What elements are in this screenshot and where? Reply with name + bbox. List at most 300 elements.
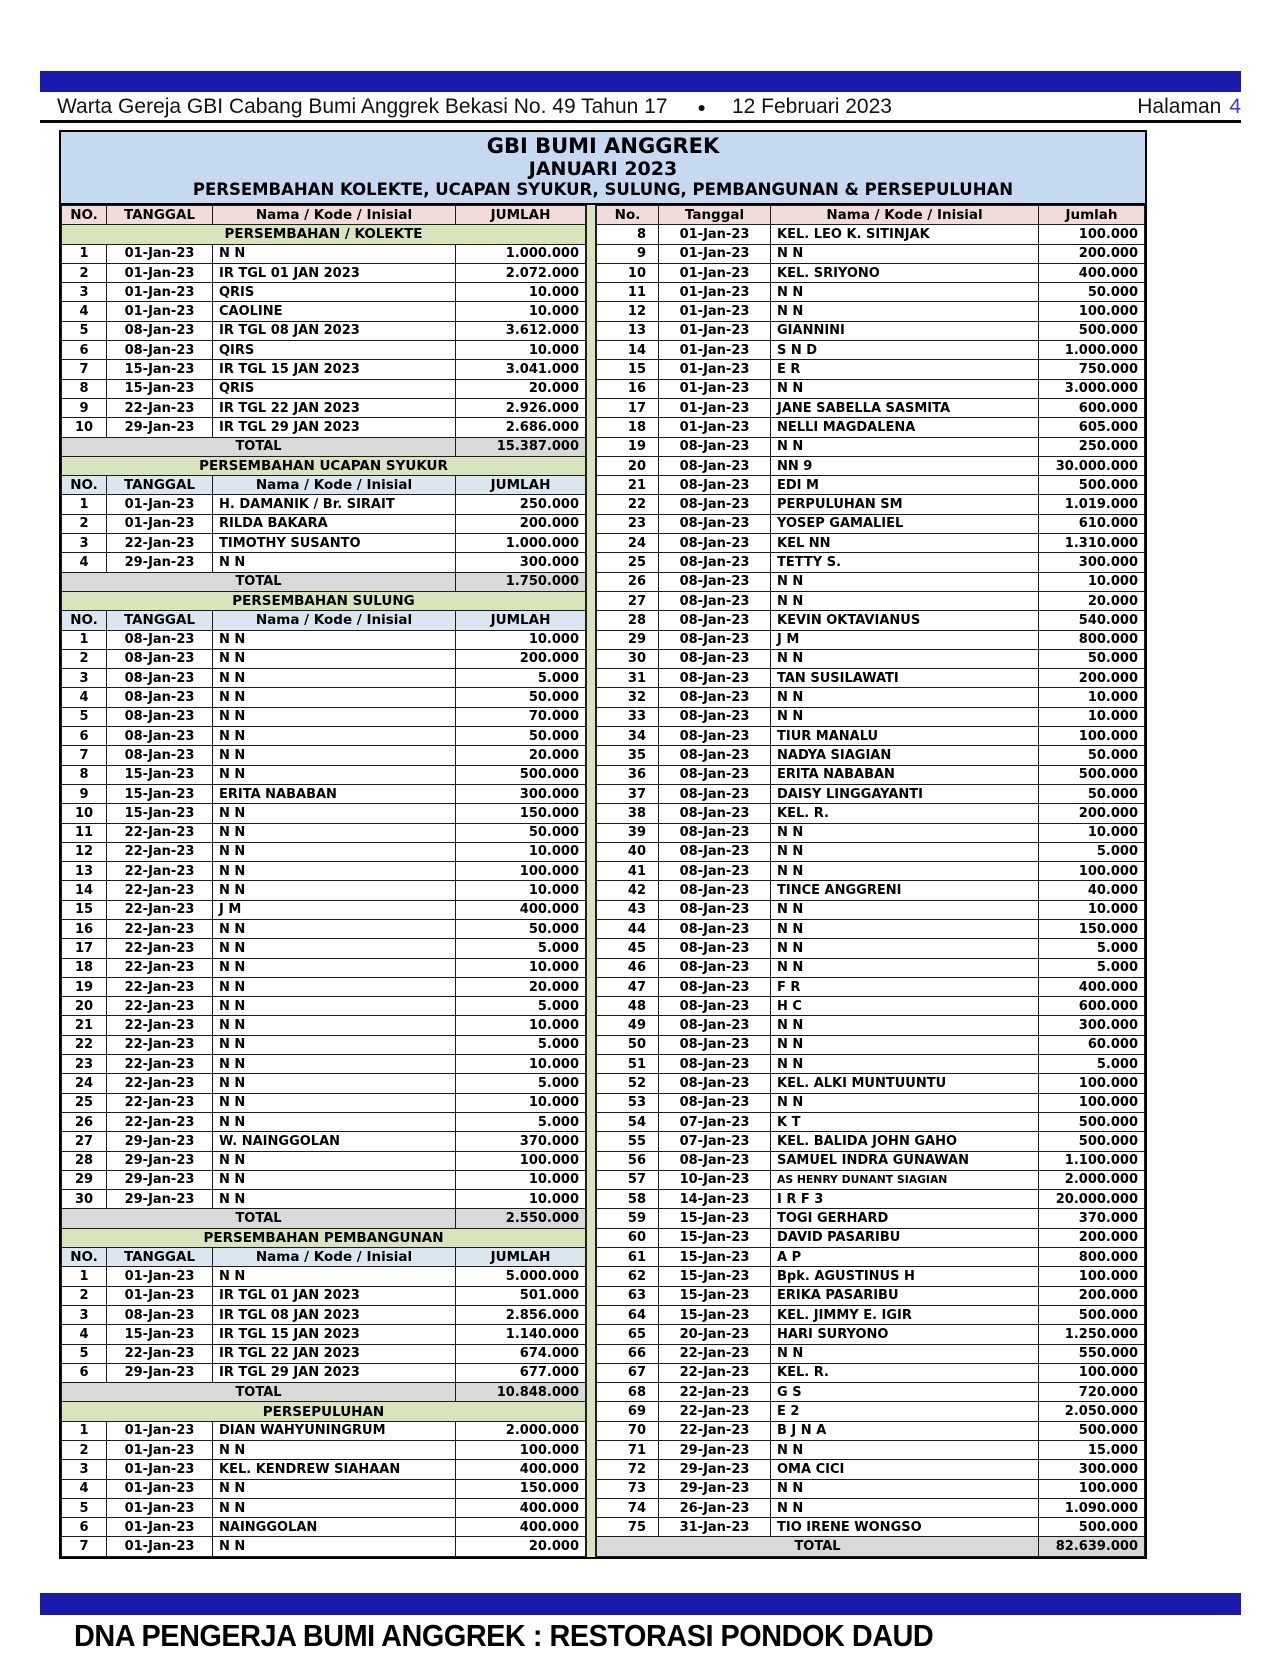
row-name: HARI SURYONO <box>771 1325 1039 1344</box>
section-header-row <box>62 1228 586 1247</box>
bulletin-title: Warta Gereja GBI Cabang Bumi Anggrek Bekasi No. 49 Tahun 17 <box>57 95 668 118</box>
row-name: N N <box>213 1151 456 1170</box>
row-date: 15-Jan-23 <box>107 360 213 379</box>
section-header-row <box>62 225 586 244</box>
row-date: 01-Jan-23 <box>107 1498 213 1517</box>
table-row <box>597 997 1145 1016</box>
row-no: 9 <box>597 244 659 263</box>
row-name: H C <box>771 997 1039 1016</box>
row-name: KEL. JIMMY E. IGIR <box>771 1305 1039 1324</box>
row-name: N N <box>213 1035 456 1054</box>
row-date: 22-Jan-23 <box>107 900 213 919</box>
row-name: KEL. ALKI MUNTUUNTU <box>771 1074 1039 1093</box>
row-amount: 2.856.000 <box>456 1305 586 1324</box>
row-date: 01-Jan-23 <box>659 398 771 417</box>
row-date: 29-Jan-23 <box>659 1460 771 1479</box>
row-amount: 20.000 <box>456 1537 586 1556</box>
row-name: J M <box>213 900 456 919</box>
row-name: N N <box>771 688 1039 707</box>
row-name: RILDA BAKARA <box>213 514 456 533</box>
row-no: 2 <box>62 1441 107 1460</box>
table-row <box>597 823 1145 842</box>
row-date: 01-Jan-23 <box>107 1479 213 1498</box>
row-no: 27 <box>597 591 659 610</box>
table-row <box>62 495 586 514</box>
row-amount: 200.000 <box>1039 1228 1145 1247</box>
row-no: 20 <box>597 456 659 475</box>
row-no: 14 <box>597 341 659 360</box>
row-amount: 5.000 <box>456 1074 586 1093</box>
row-no: 54 <box>597 1112 659 1131</box>
row-amount: 800.000 <box>1039 630 1145 649</box>
row-amount: 15.000 <box>1039 1441 1145 1460</box>
row-no: 59 <box>597 1209 659 1228</box>
row-no: 6 <box>62 1518 107 1537</box>
row-no: 1 <box>62 244 107 263</box>
row-date: 08-Jan-23 <box>659 919 771 938</box>
row-name: J M <box>771 630 1039 649</box>
row-no: 74 <box>597 1498 659 1517</box>
column-header: No. <box>597 206 659 225</box>
table-row <box>597 1498 1145 1517</box>
row-date: 08-Jan-23 <box>659 1055 771 1074</box>
row-no: 67 <box>597 1363 659 1382</box>
row-amount: 400.000 <box>456 1498 586 1517</box>
row-no: 49 <box>597 1016 659 1035</box>
left-offering-table <box>61 205 586 1557</box>
row-date: 08-Jan-23 <box>659 514 771 533</box>
row-name: DIAN WAHYUNINGRUM <box>213 1421 456 1440</box>
row-name: E R <box>771 360 1039 379</box>
row-no: 53 <box>597 1093 659 1112</box>
row-date: 22-Jan-23 <box>107 398 213 417</box>
row-no: 75 <box>597 1518 659 1537</box>
row-amount: 2.072.000 <box>456 263 586 282</box>
row-amount: 2.686.000 <box>456 418 586 437</box>
table-row <box>597 862 1145 881</box>
row-amount: 370.000 <box>1039 1209 1145 1228</box>
row-date: 08-Jan-23 <box>659 997 771 1016</box>
table-row <box>62 1190 586 1209</box>
row-amount: 550.000 <box>1039 1344 1145 1363</box>
row-amount: 10.000 <box>1039 900 1145 919</box>
table-row <box>62 784 586 803</box>
table-row <box>62 688 586 707</box>
row-amount: 50.000 <box>456 688 586 707</box>
row-date: 29-Jan-23 <box>659 1441 771 1460</box>
row-name: N N <box>771 862 1039 881</box>
table-row <box>597 1170 1145 1189</box>
row-name: EDI M <box>771 476 1039 495</box>
table-row <box>597 1460 1145 1479</box>
row-date: 22-Jan-23 <box>107 862 213 881</box>
row-amount: 370.000 <box>456 1132 586 1151</box>
row-no: 23 <box>597 514 659 533</box>
row-date: 01-Jan-23 <box>107 244 213 263</box>
table-row <box>597 495 1145 514</box>
table-row <box>597 804 1145 823</box>
table-row <box>62 862 586 881</box>
row-date: 07-Jan-23 <box>659 1132 771 1151</box>
row-date: 01-Jan-23 <box>107 263 213 282</box>
row-name: N N <box>771 919 1039 938</box>
row-date: 22-Jan-23 <box>107 919 213 938</box>
row-name: IR TGL 01 JAN 2023 <box>213 263 456 282</box>
row-no: 46 <box>597 958 659 977</box>
row-no: 40 <box>597 842 659 861</box>
row-no: 11 <box>597 283 659 302</box>
row-name: KEL. SRIYONO <box>771 263 1039 282</box>
table-row <box>597 1441 1145 1460</box>
row-amount: 10.000 <box>456 283 586 302</box>
row-no: 21 <box>597 476 659 495</box>
row-no: 12 <box>62 842 107 861</box>
table-row <box>62 1074 586 1093</box>
row-amount: 10.000 <box>456 630 586 649</box>
row-name: K T <box>771 1112 1039 1131</box>
row-name: N N <box>213 1441 456 1460</box>
table-row <box>597 1248 1145 1267</box>
row-date: 26-Jan-23 <box>659 1498 771 1517</box>
row-date: 07-Jan-23 <box>659 1112 771 1131</box>
top-accent-bar <box>40 71 1241 92</box>
column-header: TANGGAL <box>107 1248 213 1267</box>
row-name: E 2 <box>771 1402 1039 1421</box>
row-no: 29 <box>597 630 659 649</box>
row-amount: 500.000 <box>456 765 586 784</box>
row-no: 1 <box>62 630 107 649</box>
table-row <box>62 630 586 649</box>
table-row <box>597 1267 1145 1286</box>
row-amount: 10.000 <box>1039 707 1145 726</box>
row-amount: 2.000.000 <box>456 1421 586 1440</box>
row-name: B J N A <box>771 1421 1039 1440</box>
table-row <box>597 225 1145 244</box>
row-amount: 250.000 <box>456 495 586 514</box>
row-date: 08-Jan-23 <box>107 727 213 746</box>
table-row <box>597 1112 1145 1131</box>
row-date: 08-Jan-23 <box>659 495 771 514</box>
row-no: 4 <box>62 1479 107 1498</box>
row-date: 01-Jan-23 <box>659 418 771 437</box>
row-no: 24 <box>597 534 659 553</box>
row-name: N N <box>213 553 456 572</box>
row-amount: 677.000 <box>456 1363 586 1382</box>
table-row <box>62 1151 586 1170</box>
row-name: PERPULUHAN SM <box>771 495 1039 514</box>
table-row <box>62 1016 586 1035</box>
row-name: N N <box>213 1112 456 1131</box>
table-row <box>597 1151 1145 1170</box>
table-row <box>597 418 1145 437</box>
row-date: 22-Jan-23 <box>107 881 213 900</box>
row-amount: 1.140.000 <box>456 1325 586 1344</box>
table-row <box>597 534 1145 553</box>
row-no: 22 <box>62 1035 107 1054</box>
row-no: 50 <box>597 1035 659 1054</box>
row-amount: 400.000 <box>456 1460 586 1479</box>
row-date: 29-Jan-23 <box>107 1363 213 1382</box>
row-name: N N <box>213 977 456 996</box>
row-date: 15-Jan-23 <box>107 804 213 823</box>
header-rule <box>40 120 1241 123</box>
row-name: N N <box>213 1498 456 1517</box>
row-no: 26 <box>597 572 659 591</box>
row-date: 15-Jan-23 <box>659 1248 771 1267</box>
row-amount: 10.000 <box>1039 688 1145 707</box>
table-row <box>62 1305 586 1324</box>
row-no: 4 <box>62 302 107 321</box>
table-row <box>62 919 586 938</box>
row-name: N N <box>213 1170 456 1189</box>
row-date: 22-Jan-23 <box>659 1363 771 1382</box>
row-amount: 5.000 <box>1039 842 1145 861</box>
table-row <box>597 977 1145 996</box>
table-row <box>597 1383 1145 1402</box>
row-date: 01-Jan-23 <box>659 341 771 360</box>
column-header-row <box>597 206 1145 225</box>
total-row <box>62 437 586 456</box>
row-date: 08-Jan-23 <box>659 881 771 900</box>
row-name: NELLI MAGDALENA <box>771 418 1039 437</box>
row-amount: 10.000 <box>1039 823 1145 842</box>
row-date: 08-Jan-23 <box>659 1035 771 1054</box>
row-no: 8 <box>62 379 107 398</box>
row-amount: 400.000 <box>1039 977 1145 996</box>
row-date: 08-Jan-23 <box>659 437 771 456</box>
row-no: 17 <box>597 398 659 417</box>
row-name: N N <box>771 842 1039 861</box>
row-name: GIANNINI <box>771 321 1039 340</box>
row-date: 08-Jan-23 <box>659 823 771 842</box>
row-amount: 1.090.000 <box>1039 1498 1145 1517</box>
row-amount: 2.926.000 <box>456 398 586 417</box>
row-amount: 150.000 <box>1039 919 1145 938</box>
issue-date: 12 Februari 2023 <box>731 95 892 118</box>
row-no: 2 <box>62 263 107 282</box>
row-amount: 100.000 <box>456 862 586 881</box>
row-date: 29-Jan-23 <box>107 1190 213 1209</box>
row-date: 08-Jan-23 <box>659 553 771 572</box>
column-header: TANGGAL <box>107 611 213 630</box>
row-name: IR TGL 15 JAN 2023 <box>213 360 456 379</box>
row-amount: 30.000.000 <box>1039 456 1145 475</box>
row-date: 08-Jan-23 <box>659 746 771 765</box>
table-row <box>597 283 1145 302</box>
row-date: 08-Jan-23 <box>107 707 213 726</box>
page-number: 4 <box>1229 95 1241 118</box>
row-amount: 10.000 <box>456 1055 586 1074</box>
column-header: Nama / Kode / Inisial <box>771 206 1039 225</box>
row-date: 08-Jan-23 <box>659 456 771 475</box>
row-amount: 20.000 <box>456 977 586 996</box>
table-row <box>62 1325 586 1344</box>
row-no: 3 <box>62 1305 107 1324</box>
row-no: 13 <box>597 321 659 340</box>
table-row <box>62 765 586 784</box>
row-name: N N <box>213 997 456 1016</box>
table-row <box>597 263 1145 282</box>
row-amount: 674.000 <box>456 1344 586 1363</box>
section-title: PERSEMBAHAN PEMBANGUNAN <box>62 1228 586 1247</box>
table-row <box>62 804 586 823</box>
row-no: 1 <box>62 495 107 514</box>
row-amount: 5.000 <box>1039 939 1145 958</box>
row-date: 22-Jan-23 <box>107 1344 213 1363</box>
row-name: N N <box>213 727 456 746</box>
row-date: 22-Jan-23 <box>107 534 213 553</box>
row-amount: 200.000 <box>1039 804 1145 823</box>
column-header-row <box>62 206 586 225</box>
table-row <box>597 1518 1145 1537</box>
total-amount: 2.550.000 <box>456 1209 586 1228</box>
column-header: NO. <box>62 476 107 495</box>
row-no: 58 <box>597 1190 659 1209</box>
row-name: A P <box>771 1248 1039 1267</box>
table-row <box>597 1344 1145 1363</box>
row-date: 31-Jan-23 <box>659 1518 771 1537</box>
row-no: 5 <box>62 1344 107 1363</box>
row-amount: 10.000 <box>456 881 586 900</box>
table-row <box>62 418 586 437</box>
table-row <box>62 1267 586 1286</box>
table-row <box>597 1228 1145 1247</box>
table-row <box>62 398 586 417</box>
row-name: KEL. BALIDA JOHN GAHO <box>771 1132 1039 1151</box>
row-no: 48 <box>597 997 659 1016</box>
row-name: IR TGL 29 JAN 2023 <box>213 1363 456 1382</box>
section-header-row <box>62 1402 586 1421</box>
row-date: 08-Jan-23 <box>659 1151 771 1170</box>
row-name: OMA CICI <box>771 1460 1039 1479</box>
row-amount: 50.000 <box>1039 784 1145 803</box>
row-name: N N <box>213 823 456 842</box>
table-row <box>597 649 1145 668</box>
row-name: N N <box>771 649 1039 668</box>
table-row <box>62 1132 586 1151</box>
row-amount: 100.000 <box>1039 862 1145 881</box>
row-amount: 10.000 <box>456 1190 586 1209</box>
table-row <box>597 939 1145 958</box>
total-amount: 15.387.000 <box>456 437 586 456</box>
row-amount: 3.000.000 <box>1039 379 1145 398</box>
row-name: DAVID PASARIBU <box>771 1228 1039 1247</box>
row-name: N N <box>771 379 1039 398</box>
row-amount: 3.612.000 <box>456 321 586 340</box>
table-row <box>62 1344 586 1363</box>
row-name: N N <box>771 1093 1039 1112</box>
column-header: JUMLAH <box>456 206 586 225</box>
row-no: 9 <box>62 784 107 803</box>
row-no: 4 <box>62 553 107 572</box>
row-no: 4 <box>62 1325 107 1344</box>
row-amount: 5.000 <box>456 997 586 1016</box>
row-amount: 1.019.000 <box>1039 495 1145 514</box>
row-amount: 50.000 <box>1039 746 1145 765</box>
row-no: 8 <box>62 765 107 784</box>
row-no: 17 <box>62 939 107 958</box>
row-amount: 300.000 <box>1039 1460 1145 1479</box>
row-name: KEL NN <box>771 534 1039 553</box>
table-row <box>62 977 586 996</box>
row-amount: 20.000 <box>1039 591 1145 610</box>
total-row <box>62 572 586 591</box>
section-header-row <box>62 591 586 610</box>
row-date: 22-Jan-23 <box>107 842 213 861</box>
row-amount: 600.000 <box>1039 398 1145 417</box>
row-date: 08-Jan-23 <box>659 534 771 553</box>
total-row <box>62 1383 586 1402</box>
row-date: 08-Jan-23 <box>659 688 771 707</box>
table-row <box>62 1441 586 1460</box>
row-date: 01-Jan-23 <box>659 321 771 340</box>
table-row <box>62 1537 586 1556</box>
row-name: N N <box>213 688 456 707</box>
section-title: PERSEMBAHAN UCAPAN SYUKUR <box>62 456 586 475</box>
row-date: 22-Jan-23 <box>107 1093 213 1112</box>
total-amount: 1.750.000 <box>456 572 586 591</box>
section-title: PERSEMBAHAN SULUNG <box>62 591 586 610</box>
row-name: TIO IRENE WONGSO <box>771 1518 1039 1537</box>
row-date: 01-Jan-23 <box>659 263 771 282</box>
row-no: 19 <box>597 437 659 456</box>
table-row <box>62 1460 586 1479</box>
row-name: N N <box>771 958 1039 977</box>
table-row <box>62 707 586 726</box>
footer-accent-bar <box>40 1593 1241 1615</box>
row-name: N N <box>771 900 1039 919</box>
table-row <box>62 360 586 379</box>
table-row <box>62 1518 586 1537</box>
row-name: N N <box>213 881 456 900</box>
offerings-report <box>59 130 1147 1559</box>
row-date: 15-Jan-23 <box>107 784 213 803</box>
row-date: 08-Jan-23 <box>107 321 213 340</box>
row-no: 10 <box>597 263 659 282</box>
row-name: N N <box>771 1441 1039 1460</box>
row-date: 10-Jan-23 <box>659 1170 771 1189</box>
row-name: N N <box>213 707 456 726</box>
table-row <box>597 1286 1145 1305</box>
report-subtitle: PERSEMBAHAN KOLEKTE, UCAPAN SYUKUR, SULUNG, PEMBANGUNAN & PERSEPULUHAN <box>192 180 1014 199</box>
row-amount: 500.000 <box>1039 1421 1145 1440</box>
row-date: 22-Jan-23 <box>107 1035 213 1054</box>
table-row <box>62 341 586 360</box>
table-row <box>597 669 1145 688</box>
row-amount: 50.000 <box>456 727 586 746</box>
row-date: 08-Jan-23 <box>659 611 771 630</box>
row-amount: 500.000 <box>1039 765 1145 784</box>
row-date: 01-Jan-23 <box>107 514 213 533</box>
row-name: TETTY S. <box>771 553 1039 572</box>
table-row <box>597 630 1145 649</box>
row-amount: 500.000 <box>1039 476 1145 495</box>
row-date: 29-Jan-23 <box>107 1170 213 1189</box>
row-no: 16 <box>62 919 107 938</box>
row-date: 01-Jan-23 <box>107 283 213 302</box>
table-row <box>597 572 1145 591</box>
row-amount: 10.000 <box>456 302 586 321</box>
row-date: 01-Jan-23 <box>107 1441 213 1460</box>
row-no: 12 <box>597 302 659 321</box>
row-amount: 100.000 <box>456 1151 586 1170</box>
row-no: 25 <box>62 1093 107 1112</box>
row-amount: 20.000.000 <box>1039 1190 1145 1209</box>
row-name: IR TGL 29 JAN 2023 <box>213 418 456 437</box>
row-name: N N <box>771 1498 1039 1517</box>
row-date: 01-Jan-23 <box>659 244 771 263</box>
row-date: 29-Jan-23 <box>107 1132 213 1151</box>
